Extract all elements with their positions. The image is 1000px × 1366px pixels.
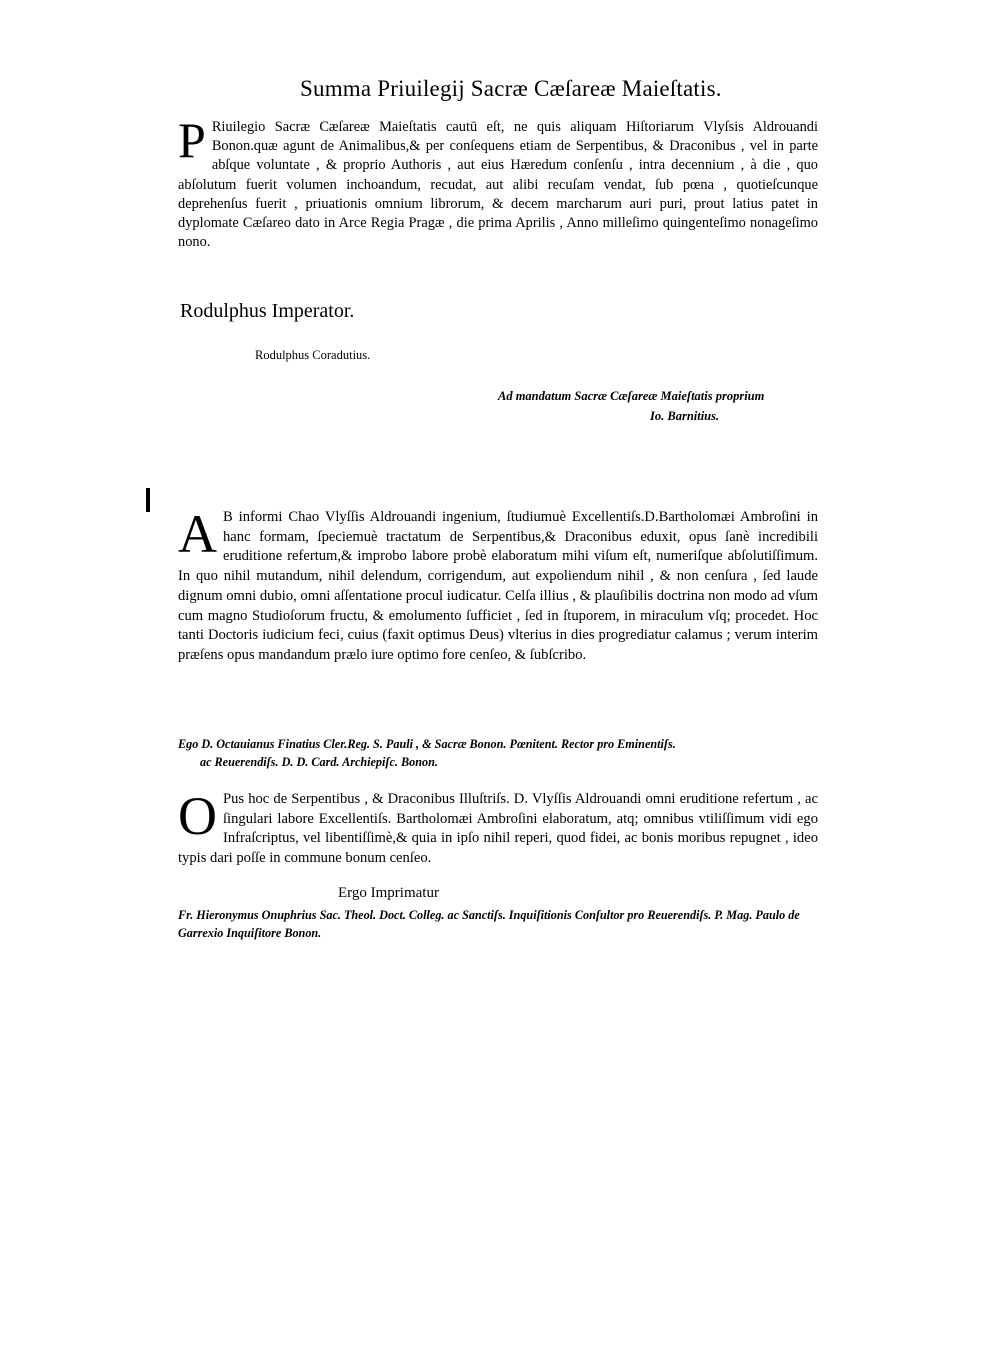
privilege-drop-cap: P [178, 112, 206, 168]
mandate-line: Ad mandatum Sacræ Cæſareæ Maieſtatis proprium [498, 389, 765, 403]
emperor-signature: Rodulphus Imperator. [180, 300, 355, 322]
inquisitor-signature-text: Fr. Hieronymus Onuphrius Sac. Theol. Doct. Colleg. ac Sanctiſs. Inquiſitionis Conſultor pro Reuerendiſs. P. Mag. Paulo de Garrexio Inquiſitore Bonon. [178, 908, 800, 940]
privilege-paragraph [178, 112, 818, 252]
imprimatur-drop-cap: O [178, 786, 217, 846]
approval-signature-line-2: ac Reuerendiſs. D. D. Card. Archiepiſc. Bonon. [200, 755, 438, 769]
privilege-text: Riuilegio Sacræ Cæſareæ Maieſtatis cautū eſt, ne quis aliquam Hiſtoriarum Vlyſsis Aldrouandi Bonon.quæ agunt de Animalibus,& per conſequens etiam de Serpentibus, & Draconibus , vel in parte abſque voluntate , & proprio Authoris , aut eius Hæredum conſenſu , intra decennium , à die , quo abſolutum fuerit volumen inchoandum, recudat, aut alibi recuſam vendat, ſub pœna , quotieſcunque deprehenſus fuerit , priuationis omnium librorum, & decem marcharum auri puri, prout latius patet in dyplomate Cæſareo dato in Arce Regia Pragæ , die prima Aprilis , Anno milleſimo quingenteſimo nonageſimo nono. [178, 119, 818, 251]
mandate-signer: Io. Barnitius. [650, 409, 720, 423]
imprimatur-paragraph [178, 786, 818, 868]
approval-signature-line-1: Ego D. Octauianus Finatius Cler.Reg. S. Pauli , & Sacræ Bonon. Pœnitent. Rector pro Eminentiſs. [178, 737, 676, 751]
chancellor-signature: Rodulphus Coradutius. [255, 348, 371, 362]
imprimatur-text: Pus hoc de Serpentibus , & Draconibus Illuſtriſs. D. Vlyſſis Aldrouandi omni eruditione refertum , ac ſingulari labore Excellentiſs. Bartholomæi Ambroſini elaboratum, atq; omnibus vtiliſſimum vidi ego Infraſcriptus, vel libentiſſimè,& quia in ipſo nihil reperi, quod fidei, ac bonis moribus repugnet , ideo typis dari poſſe in commune bonum cenſeo. [178, 791, 818, 866]
page-title: Summa Priuilegij Sacræ Cæſareæ Maieſtatis. [300, 76, 722, 101]
inquisitor-signature [178, 906, 818, 942]
imprimatur-heading: Ergo Imprimatur [338, 885, 439, 901]
margin-mark [146, 488, 150, 512]
approval-text: B informi Chao Vlyſſis Aldrouandi ingenium, ſtudiumuè Excellentiſs.D.Bartholomæi Ambroſini in hanc formam, ſpeciemuè tractatum de Serpentibus,& Draconibus eduxit, opus ſanè incredibili eruditione refertum,& improbo labore probè elaboratum mihi viſum eſt, numeriſque abſolutiſſimum. In quo nihil mutandum, nihil delendum, corrigendum, aut expoliendum nihil , & non cenſura , ſed laude dignum omni dubio, omni aſſentatione procul iudicatur. Celſa illius , & plauſibilis doctrina non modo ad vſum cum magno Studioſorum fructu, & emolumento ſufficiet , ſed in ſtuporem, in miraculum vſq; procedet. Hoc tanti Doctoris iudicium feci, cuius (faxit optimus Deus) vlterius in dies progrediatur calamus ; verum interim præſens opus mandandum prælo iure optimo fore cenſeo, & ſubſcribo. [178, 509, 819, 663]
approval-paragraph [178, 504, 819, 666]
approval-drop-cap: A [178, 504, 217, 564]
